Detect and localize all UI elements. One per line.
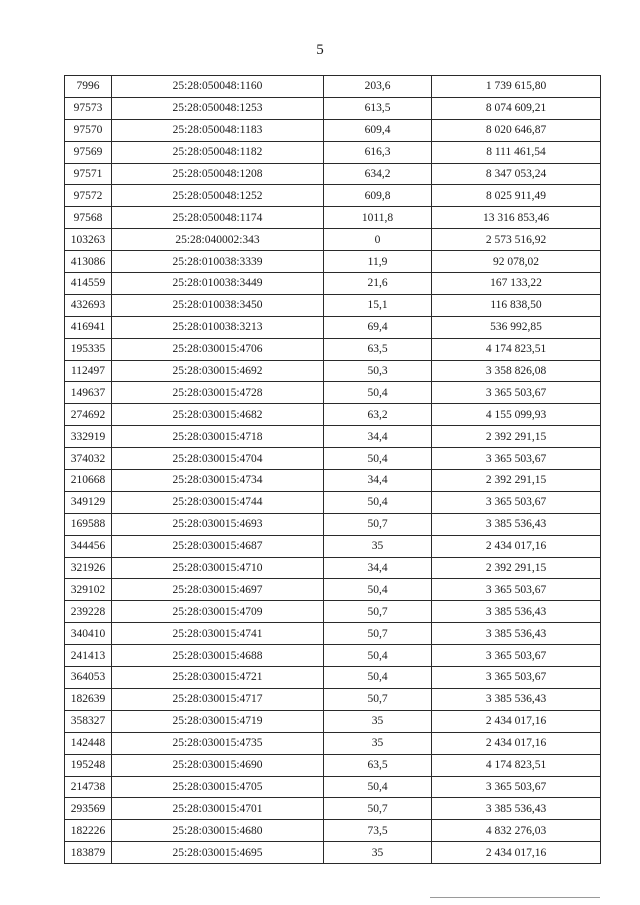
cadastral-value-cell: 8 347 053,24 bbox=[432, 163, 601, 185]
cadastral-value-cell: 3 365 503,67 bbox=[432, 491, 601, 513]
cadastral-value-cell: 3 365 503,67 bbox=[432, 667, 601, 689]
record-number-cell: 274692 bbox=[65, 404, 112, 426]
record-number-cell: 97569 bbox=[65, 141, 112, 163]
record-number-cell: 239228 bbox=[65, 601, 112, 623]
cadastral-number-cell: 25:28:010038:3339 bbox=[112, 251, 324, 273]
record-number-cell: 293569 bbox=[65, 798, 112, 820]
cadastral-value-cell: 2 434 017,16 bbox=[432, 842, 601, 864]
cadastral-number-cell: 25:28:030015:4710 bbox=[112, 557, 324, 579]
area-cell: 21,6 bbox=[324, 273, 432, 295]
cadastral-number-cell: 25:28:030015:4741 bbox=[112, 623, 324, 645]
table-row bbox=[65, 557, 601, 579]
cadastral-number-cell: 25:28:030015:4688 bbox=[112, 645, 324, 667]
record-number-cell: 413086 bbox=[65, 251, 112, 273]
area-cell: 34,4 bbox=[324, 557, 432, 579]
record-number-cell: 416941 bbox=[65, 316, 112, 338]
area-cell: 15,1 bbox=[324, 294, 432, 316]
area-cell: 35 bbox=[324, 710, 432, 732]
cadastral-number-cell: 25:28:010038:3449 bbox=[112, 273, 324, 295]
cadastral-number-cell: 25:28:050048:1252 bbox=[112, 185, 324, 207]
table-row bbox=[65, 251, 601, 273]
area-cell: 1011,8 bbox=[324, 207, 432, 229]
table-row bbox=[65, 360, 601, 382]
cadastral-value-cell: 3 385 536,43 bbox=[432, 798, 601, 820]
record-number-cell: 7996 bbox=[65, 76, 112, 98]
area-cell: 50,7 bbox=[324, 798, 432, 820]
area-cell: 11,9 bbox=[324, 251, 432, 273]
record-number-cell: 364053 bbox=[65, 667, 112, 689]
table-row bbox=[65, 294, 601, 316]
cadastral-number-cell: 25:28:050048:1174 bbox=[112, 207, 324, 229]
record-number-cell: 97570 bbox=[65, 119, 112, 141]
cadastral-number-cell: 25:28:010038:3213 bbox=[112, 316, 324, 338]
cadastral-value-cell: 8 020 646,87 bbox=[432, 119, 601, 141]
record-number-cell: 241413 bbox=[65, 645, 112, 667]
cadastral-number-cell: 25:28:030015:4728 bbox=[112, 382, 324, 404]
area-cell: 50,4 bbox=[324, 491, 432, 513]
table-row bbox=[65, 842, 601, 864]
table-row bbox=[65, 338, 601, 360]
record-number-cell: 374032 bbox=[65, 448, 112, 470]
area-cell: 203,6 bbox=[324, 76, 432, 98]
cadastral-number-cell: 25:28:030015:4706 bbox=[112, 338, 324, 360]
page-number: 5 bbox=[316, 42, 324, 58]
cadastral-number-cell: 25:28:030015:4717 bbox=[112, 688, 324, 710]
table-row bbox=[65, 207, 601, 229]
cadastral-number-cell: 25:28:030015:4701 bbox=[112, 798, 324, 820]
table-row bbox=[65, 667, 601, 689]
record-number-cell: 340410 bbox=[65, 623, 112, 645]
cadastral-value-cell: 3 385 536,43 bbox=[432, 513, 601, 535]
table-row bbox=[65, 754, 601, 776]
cadastral-number-cell: 25:28:030015:4704 bbox=[112, 448, 324, 470]
cadastral-number-cell: 25:28:030015:4735 bbox=[112, 732, 324, 754]
cadastral-value-cell: 8 025 911,49 bbox=[432, 185, 601, 207]
cadastral-value-cell: 1 739 615,80 bbox=[432, 76, 601, 98]
table-row bbox=[65, 448, 601, 470]
cadastral-value-cell: 2 573 516,92 bbox=[432, 229, 601, 251]
cadastral-number-cell: 25:28:040002:343 bbox=[112, 229, 324, 251]
cadastral-value-cell: 4 174 823,51 bbox=[432, 754, 601, 776]
record-number-cell: 349129 bbox=[65, 491, 112, 513]
cadastral-value-cell: 8 111 461,54 bbox=[432, 141, 601, 163]
cadastral-value-cell: 536 992,85 bbox=[432, 316, 601, 338]
area-cell: 50,4 bbox=[324, 645, 432, 667]
table-row bbox=[65, 820, 601, 842]
area-cell: 50,4 bbox=[324, 579, 432, 601]
record-number-cell: 97572 bbox=[65, 185, 112, 207]
area-cell: 50,7 bbox=[324, 513, 432, 535]
area-cell: 50,4 bbox=[324, 667, 432, 689]
record-number-cell: 169588 bbox=[65, 513, 112, 535]
area-cell: 73,5 bbox=[324, 820, 432, 842]
cadastral-number-cell: 25:28:030015:4718 bbox=[112, 426, 324, 448]
record-number-cell: 182639 bbox=[65, 688, 112, 710]
area-cell: 35 bbox=[324, 535, 432, 557]
table-row bbox=[65, 273, 601, 295]
cadastral-value-cell: 2 434 017,16 bbox=[432, 732, 601, 754]
area-cell: 50,7 bbox=[324, 623, 432, 645]
table-row bbox=[65, 776, 601, 798]
area-cell: 63,2 bbox=[324, 404, 432, 426]
record-number-cell: 344456 bbox=[65, 535, 112, 557]
record-number-cell: 149637 bbox=[65, 382, 112, 404]
table-row bbox=[65, 382, 601, 404]
cadastral-value-cell: 13 316 853,46 bbox=[432, 207, 601, 229]
table-row bbox=[65, 470, 601, 492]
cadastral-number-cell: 25:28:030015:4690 bbox=[112, 754, 324, 776]
area-cell: 63,5 bbox=[324, 338, 432, 360]
area-cell: 35 bbox=[324, 732, 432, 754]
table-row bbox=[65, 732, 601, 754]
area-cell: 63,5 bbox=[324, 754, 432, 776]
area-cell: 34,4 bbox=[324, 426, 432, 448]
table-row bbox=[65, 229, 601, 251]
area-cell: 609,8 bbox=[324, 185, 432, 207]
cadastral-number-cell: 25:28:030015:4744 bbox=[112, 491, 324, 513]
cadastral-value-cell: 4 155 099,93 bbox=[432, 404, 601, 426]
record-number-cell: 214738 bbox=[65, 776, 112, 798]
record-number-cell: 414559 bbox=[65, 273, 112, 295]
record-number-cell: 195335 bbox=[65, 338, 112, 360]
table-row bbox=[65, 623, 601, 645]
cadastral-number-cell: 25:28:030015:4709 bbox=[112, 601, 324, 623]
table-row bbox=[65, 645, 601, 667]
cadastral-value-cell: 167 133,22 bbox=[432, 273, 601, 295]
cadastral-number-cell: 25:28:030015:4721 bbox=[112, 667, 324, 689]
record-number-cell: 97568 bbox=[65, 207, 112, 229]
cadastral-value-cell: 3 365 503,67 bbox=[432, 382, 601, 404]
table-row bbox=[65, 141, 601, 163]
table-row bbox=[65, 97, 601, 119]
area-cell: 0 bbox=[324, 229, 432, 251]
area-cell: 50,4 bbox=[324, 382, 432, 404]
table-row bbox=[65, 316, 601, 338]
record-number-cell: 97571 bbox=[65, 163, 112, 185]
cadastral-value-cell: 3 365 503,67 bbox=[432, 448, 601, 470]
cadastral-value-cell: 116 838,50 bbox=[432, 294, 601, 316]
table-row bbox=[65, 798, 601, 820]
record-number-cell: 142448 bbox=[65, 732, 112, 754]
cadastral-value-cell: 3 385 536,43 bbox=[432, 601, 601, 623]
cadastral-value-cell: 4 174 823,51 bbox=[432, 338, 601, 360]
record-number-cell: 358327 bbox=[65, 710, 112, 732]
table-row bbox=[65, 163, 601, 185]
table-row bbox=[65, 426, 601, 448]
record-number-cell: 332919 bbox=[65, 426, 112, 448]
cadastral-value-cell: 2 392 291,15 bbox=[432, 426, 601, 448]
cadastral-number-cell: 25:28:030015:4705 bbox=[112, 776, 324, 798]
area-cell: 613,5 bbox=[324, 97, 432, 119]
cadastral-value-cell: 3 365 503,67 bbox=[432, 579, 601, 601]
table-row bbox=[65, 76, 601, 98]
area-cell: 609,4 bbox=[324, 119, 432, 141]
footer-divider bbox=[430, 897, 600, 898]
property-registry-table bbox=[64, 75, 601, 864]
record-number-cell: 103263 bbox=[65, 229, 112, 251]
record-number-cell: 97573 bbox=[65, 97, 112, 119]
record-number-cell: 432693 bbox=[65, 294, 112, 316]
cadastral-value-cell: 8 074 609,21 bbox=[432, 97, 601, 119]
record-number-cell: 112497 bbox=[65, 360, 112, 382]
table-row bbox=[65, 185, 601, 207]
cadastral-value-cell: 3 365 503,67 bbox=[432, 776, 601, 798]
cadastral-number-cell: 25:28:030015:4682 bbox=[112, 404, 324, 426]
cadastral-number-cell: 25:28:030015:4687 bbox=[112, 535, 324, 557]
area-cell: 50,4 bbox=[324, 448, 432, 470]
area-cell: 634,2 bbox=[324, 163, 432, 185]
area-cell: 50,4 bbox=[324, 776, 432, 798]
cadastral-number-cell: 25:28:050048:1183 bbox=[112, 119, 324, 141]
record-number-cell: 183879 bbox=[65, 842, 112, 864]
area-cell: 69,4 bbox=[324, 316, 432, 338]
cadastral-number-cell: 25:28:010038:3450 bbox=[112, 294, 324, 316]
cadastral-number-cell: 25:28:030015:4697 bbox=[112, 579, 324, 601]
table-row bbox=[65, 491, 601, 513]
cadastral-number-cell: 25:28:050048:1182 bbox=[112, 141, 324, 163]
cadastral-value-cell: 2 392 291,15 bbox=[432, 470, 601, 492]
cadastral-value-cell: 4 832 276,03 bbox=[432, 820, 601, 842]
cadastral-number-cell: 25:28:030015:4695 bbox=[112, 842, 324, 864]
cadastral-value-cell: 2 434 017,16 bbox=[432, 535, 601, 557]
area-cell: 616,3 bbox=[324, 141, 432, 163]
record-number-cell: 329102 bbox=[65, 579, 112, 601]
table-row bbox=[65, 404, 601, 426]
area-cell: 50,7 bbox=[324, 688, 432, 710]
table-body bbox=[65, 76, 601, 864]
table-row bbox=[65, 710, 601, 732]
cadastral-value-cell: 3 385 536,43 bbox=[432, 623, 601, 645]
record-number-cell: 195248 bbox=[65, 754, 112, 776]
record-number-cell: 210668 bbox=[65, 470, 112, 492]
cadastral-number-cell: 25:28:050048:1160 bbox=[112, 76, 324, 98]
cadastral-number-cell: 25:28:050048:1253 bbox=[112, 97, 324, 119]
cadastral-number-cell: 25:28:030015:4692 bbox=[112, 360, 324, 382]
table-row bbox=[65, 601, 601, 623]
cadastral-value-cell: 92 078,02 bbox=[432, 251, 601, 273]
table-row bbox=[65, 579, 601, 601]
cadastral-value-cell: 3 385 536,43 bbox=[432, 688, 601, 710]
area-cell: 50,3 bbox=[324, 360, 432, 382]
cadastral-value-cell: 3 365 503,67 bbox=[432, 645, 601, 667]
table-row bbox=[65, 119, 601, 141]
table-row bbox=[65, 688, 601, 710]
cadastral-value-cell: 3 358 826,08 bbox=[432, 360, 601, 382]
area-cell: 50,7 bbox=[324, 601, 432, 623]
cadastral-number-cell: 25:28:030015:4680 bbox=[112, 820, 324, 842]
area-cell: 34,4 bbox=[324, 470, 432, 492]
cadastral-number-cell: 25:28:030015:4734 bbox=[112, 470, 324, 492]
record-number-cell: 321926 bbox=[65, 557, 112, 579]
table-row bbox=[65, 535, 601, 557]
cadastral-value-cell: 2 392 291,15 bbox=[432, 557, 601, 579]
cadastral-number-cell: 25:28:050048:1208 bbox=[112, 163, 324, 185]
cadastral-value-cell: 2 434 017,16 bbox=[432, 710, 601, 732]
cadastral-number-cell: 25:28:030015:4719 bbox=[112, 710, 324, 732]
cadastral-number-cell: 25:28:030015:4693 bbox=[112, 513, 324, 535]
record-number-cell: 182226 bbox=[65, 820, 112, 842]
area-cell: 35 bbox=[324, 842, 432, 864]
table-row bbox=[65, 513, 601, 535]
